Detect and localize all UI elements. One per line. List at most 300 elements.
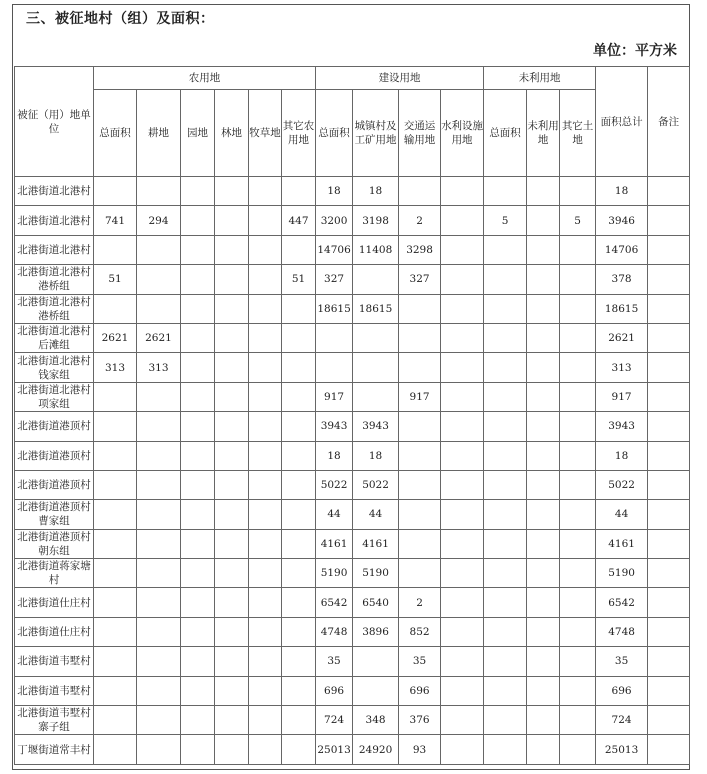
cell-water [441,206,484,235]
section-title: 三、被征地村（组）及面积： [26,11,215,27]
cell-unused-total [484,559,527,588]
header-cultivated: 耕地 [137,90,181,177]
cell-water [441,588,484,617]
cell-water [441,323,484,352]
cell-agri-total: 2621 [94,323,137,352]
cell-remarks [648,647,690,676]
cell-cons-total: 18615 [316,294,353,323]
cell-town-mine: 3896 [353,617,399,646]
cell-remarks [648,265,690,294]
cell-unused-land [527,265,560,294]
cell-unit: 北港街道北港村项家组 [15,382,94,411]
cell-remarks [648,735,690,764]
cell-unused-land [527,529,560,558]
header-forest: 林地 [215,90,249,177]
cell-other-agri [282,294,316,323]
cell-total: 4161 [596,529,648,558]
cell-cons-total: 327 [316,265,353,294]
table-row [15,206,690,235]
header-area-total: 面积总计 [596,67,648,177]
cell-town-mine: 3198 [353,206,399,235]
cell-remarks [648,323,690,352]
cell-total: 917 [596,382,648,411]
header-transport: 交通运输用地 [399,90,441,177]
cell-town-mine [353,676,399,705]
cell-cons-total: 14706 [316,235,353,264]
table-row [15,559,690,588]
cell-garden [181,559,215,588]
table-row [15,353,690,382]
cell-cons-total: 25013 [316,735,353,764]
cell-cons-total: 5022 [316,470,353,499]
cell-total: 2621 [596,323,648,352]
cell-agri-total: 51 [94,265,137,294]
cell-cultivated [137,412,181,441]
cell-unused-total [484,588,527,617]
cell-agri-total [94,235,137,264]
cell-garden [181,441,215,470]
cell-other-land: 5 [560,206,596,235]
cell-other-land [560,353,596,382]
cell-unused-land [527,412,560,441]
cell-grass [249,647,282,676]
cell-garden [181,735,215,764]
cell-garden [181,353,215,382]
cell-total: 44 [596,500,648,529]
cell-water [441,647,484,676]
cell-grass [249,676,282,705]
cell-transport: 2 [399,206,441,235]
cell-cultivated [137,382,181,411]
header-construction-group: 建设用地 [316,67,484,90]
cell-remarks [648,617,690,646]
cell-agri-total [94,588,137,617]
cell-unit: 北港街道北港村港桥组 [15,294,94,323]
cell-garden [181,323,215,352]
cell-other-agri [282,676,316,705]
cell-unused-land [527,235,560,264]
cell-forest [215,529,249,558]
table-row [15,500,690,529]
cell-garden [181,206,215,235]
cell-other-agri [282,559,316,588]
cell-garden [181,676,215,705]
cell-grass [249,323,282,352]
cell-agri-total [94,617,137,646]
cell-forest [215,676,249,705]
cell-forest [215,353,249,382]
cell-unit: 北港街道港顶村 [15,412,94,441]
cell-unused-total [484,470,527,499]
cell-other-land [560,617,596,646]
cell-transport [399,412,441,441]
table-row [15,676,690,705]
cell-agri-total [94,382,137,411]
cell-other-agri [282,412,316,441]
cell-unused-total [484,647,527,676]
cell-town-mine [353,647,399,676]
cell-water [441,706,484,735]
cell-agri-total: 313 [94,353,137,382]
cell-grass [249,617,282,646]
cell-garden [181,412,215,441]
cell-unused-total [484,294,527,323]
cell-water [441,470,484,499]
cell-agri-total: 741 [94,206,137,235]
cell-forest [215,177,249,206]
cell-forest [215,206,249,235]
cell-remarks [648,382,690,411]
cell-garden [181,529,215,558]
cell-other-agri [282,588,316,617]
cell-cultivated: 2621 [137,323,181,352]
cell-garden [181,294,215,323]
cell-agri-total [94,529,137,558]
cell-cultivated [137,294,181,323]
cell-other-land [560,559,596,588]
cell-forest [215,441,249,470]
header-unused-group: 未利用地 [484,67,596,90]
cell-unused-total [484,500,527,529]
cell-unused-land [527,353,560,382]
cell-cons-total: 18 [316,177,353,206]
cell-remarks [648,500,690,529]
cell-forest [215,294,249,323]
cell-remarks [648,294,690,323]
cell-water [441,235,484,264]
cell-unit: 北港街道蒋家塘村 [15,559,94,588]
cell-other-agri [282,441,316,470]
cell-agri-total [94,676,137,705]
cell-other-land [560,265,596,294]
cell-town-mine [353,382,399,411]
cell-cons-total: 3200 [316,206,353,235]
header-cons-total: 总面积 [316,90,353,177]
cell-unused-total [484,735,527,764]
cell-forest [215,647,249,676]
cell-unused-total [484,235,527,264]
cell-cultivated [137,235,181,264]
cell-cultivated [137,676,181,705]
cell-unused-land [527,206,560,235]
cell-other-agri [282,323,316,352]
cell-other-land [560,294,596,323]
cell-other-land [560,382,596,411]
cell-garden [181,177,215,206]
cell-transport [399,470,441,499]
cell-remarks [648,235,690,264]
cell-other-agri [282,382,316,411]
cell-cons-total: 35 [316,647,353,676]
cell-other-land [560,529,596,558]
cell-unused-total [484,382,527,411]
cell-unused-total [484,617,527,646]
cell-forest [215,735,249,764]
cell-town-mine: 4161 [353,529,399,558]
cell-town-mine: 24920 [353,735,399,764]
cell-agri-total [94,470,137,499]
table-row [15,588,690,617]
cell-unused-total: 5 [484,206,527,235]
cell-cons-total: 696 [316,676,353,705]
header-grass: 牧草地 [249,90,282,177]
cell-other-agri: 51 [282,265,316,294]
cell-cultivated [137,617,181,646]
header-water: 水利设施用地 [441,90,484,177]
cell-forest [215,235,249,264]
cell-unit: 丁堰街道常丰村 [15,735,94,764]
cell-remarks [648,559,690,588]
cell-other-land [560,706,596,735]
cell-remarks [648,206,690,235]
cell-unused-total [484,177,527,206]
cell-agri-total [94,177,137,206]
cell-other-agri [282,647,316,676]
header-agri-group: 农用地 [94,67,316,90]
cell-transport: 2 [399,588,441,617]
cell-agri-total [94,647,137,676]
header-other-agri: 其它农用地 [282,90,316,177]
cell-grass [249,412,282,441]
cell-water [441,559,484,588]
cell-water [441,441,484,470]
cell-forest [215,588,249,617]
cell-remarks [648,177,690,206]
cell-town-mine: 348 [353,706,399,735]
cell-unit: 北港街道港顶村曹家组 [15,500,94,529]
cell-water [441,294,484,323]
cell-forest [215,559,249,588]
cell-town-mine: 11408 [353,235,399,264]
cell-other-agri [282,617,316,646]
table-row [15,177,690,206]
cell-remarks [648,588,690,617]
cell-transport: 35 [399,647,441,676]
cell-cultivated [137,559,181,588]
cell-garden [181,706,215,735]
cell-other-land [560,676,596,705]
cell-cultivated [137,706,181,735]
cell-cultivated [137,177,181,206]
cell-cultivated [137,588,181,617]
cell-unit: 北港街道北港村后滩组 [15,323,94,352]
cell-town-mine [353,265,399,294]
cell-other-agri: 447 [282,206,316,235]
cell-garden [181,235,215,264]
cell-transport: 93 [399,735,441,764]
cell-agri-total [94,559,137,588]
cell-garden [181,500,215,529]
cell-town-mine: 18615 [353,294,399,323]
cell-other-land [560,588,596,617]
cell-grass [249,382,282,411]
cell-garden [181,647,215,676]
cell-unused-land [527,617,560,646]
cell-cultivated [137,265,181,294]
cell-transport: 3298 [399,235,441,264]
cell-garden [181,382,215,411]
cell-town-mine: 6540 [353,588,399,617]
cell-garden [181,470,215,499]
cell-transport: 376 [399,706,441,735]
cell-cons-total: 4748 [316,617,353,646]
cell-cultivated: 313 [137,353,181,382]
cell-cultivated [137,647,181,676]
cell-grass [249,206,282,235]
cell-forest [215,412,249,441]
header-unit: 被征（用）地单位 [15,67,94,177]
cell-unused-land [527,177,560,206]
cell-grass [249,470,282,499]
cell-water [441,617,484,646]
table-row [15,382,690,411]
cell-water [441,529,484,558]
cell-unused-land [527,500,560,529]
cell-cons-total: 44 [316,500,353,529]
cell-other-agri [282,500,316,529]
cell-other-land [560,412,596,441]
cell-cons-total: 5190 [316,559,353,588]
cell-other-agri [282,177,316,206]
cell-unused-land [527,294,560,323]
cell-other-land [560,500,596,529]
cell-total: 25013 [596,735,648,764]
cell-total: 3946 [596,206,648,235]
cell-unused-land [527,441,560,470]
cell-other-agri [282,353,316,382]
cell-agri-total [94,412,137,441]
cell-other-land [560,177,596,206]
cell-transport [399,441,441,470]
cell-garden [181,617,215,646]
cell-cultivated [137,441,181,470]
cell-water [441,735,484,764]
cell-remarks [648,676,690,705]
cell-unit: 北港街道北港村港桥组 [15,265,94,294]
header-agri-total: 总面积 [94,90,137,177]
cell-total: 5190 [596,559,648,588]
table-row [15,412,690,441]
header-town-mine: 城镇村及工矿用地 [353,90,399,177]
table-row [15,441,690,470]
table-row [15,706,690,735]
cell-town-mine: 5022 [353,470,399,499]
cell-agri-total [94,294,137,323]
unit-label: 单位：平方米 [593,43,677,59]
cell-unit: 北港街道港顶村 [15,441,94,470]
cell-cons-total [316,323,353,352]
cell-transport [399,500,441,529]
cell-unit: 北港街道北港村 [15,177,94,206]
cell-town-mine [353,323,399,352]
header-unused-land: 未利用地 [527,90,560,177]
cell-forest [215,265,249,294]
cell-cons-total: 6542 [316,588,353,617]
cell-unused-land [527,470,560,499]
cell-transport: 917 [399,382,441,411]
table-row [15,294,690,323]
cell-cultivated: 294 [137,206,181,235]
cell-other-agri [282,470,316,499]
cell-unit: 北港街道韦墅村 [15,647,94,676]
cell-grass [249,441,282,470]
header-garden: 园地 [181,90,215,177]
table-row [15,735,690,764]
table-row [15,470,690,499]
cell-total: 6542 [596,588,648,617]
cell-transport: 696 [399,676,441,705]
header-remarks: 备注 [648,67,690,177]
cell-total: 4748 [596,617,648,646]
cell-remarks [648,353,690,382]
cell-grass [249,706,282,735]
cell-other-agri [282,735,316,764]
table-row [15,647,690,676]
cell-total: 5022 [596,470,648,499]
cell-unused-total [484,706,527,735]
cell-water [441,353,484,382]
table-body [15,177,690,765]
cell-water [441,177,484,206]
cell-unused-land [527,323,560,352]
table-row [15,529,690,558]
cell-cons-total: 724 [316,706,353,735]
cell-water [441,412,484,441]
cell-unused-total [484,676,527,705]
cell-total: 18 [596,177,648,206]
cell-grass [249,500,282,529]
cell-unit: 北港街道港顶村 [15,470,94,499]
cell-cons-total [316,353,353,382]
cell-unused-land [527,735,560,764]
cell-transport [399,559,441,588]
cell-transport: 327 [399,265,441,294]
cell-garden [181,588,215,617]
cell-other-land [560,470,596,499]
table-row [15,617,690,646]
cell-grass [249,588,282,617]
cell-total: 313 [596,353,648,382]
cell-remarks [648,470,690,499]
cell-transport [399,177,441,206]
cell-remarks [648,706,690,735]
cell-forest [215,617,249,646]
cell-cons-total: 3943 [316,412,353,441]
cell-other-agri [282,235,316,264]
cell-agri-total [94,441,137,470]
cell-town-mine: 18 [353,441,399,470]
cell-total: 18615 [596,294,648,323]
header-unused-total: 总面积 [484,90,527,177]
cell-remarks [648,441,690,470]
cell-water [441,676,484,705]
cell-unused-total [484,529,527,558]
cell-unused-land [527,382,560,411]
cell-unit: 北港街道港顶村朝东组 [15,529,94,558]
cell-unit: 北港街道北港村 [15,235,94,264]
cell-agri-total [94,500,137,529]
cell-water [441,500,484,529]
cell-grass [249,177,282,206]
cell-transport: 852 [399,617,441,646]
cell-unused-land [527,647,560,676]
cell-forest [215,382,249,411]
cell-grass [249,735,282,764]
cell-town-mine: 3943 [353,412,399,441]
cell-total: 724 [596,706,648,735]
cell-other-land [560,323,596,352]
cell-transport [399,529,441,558]
